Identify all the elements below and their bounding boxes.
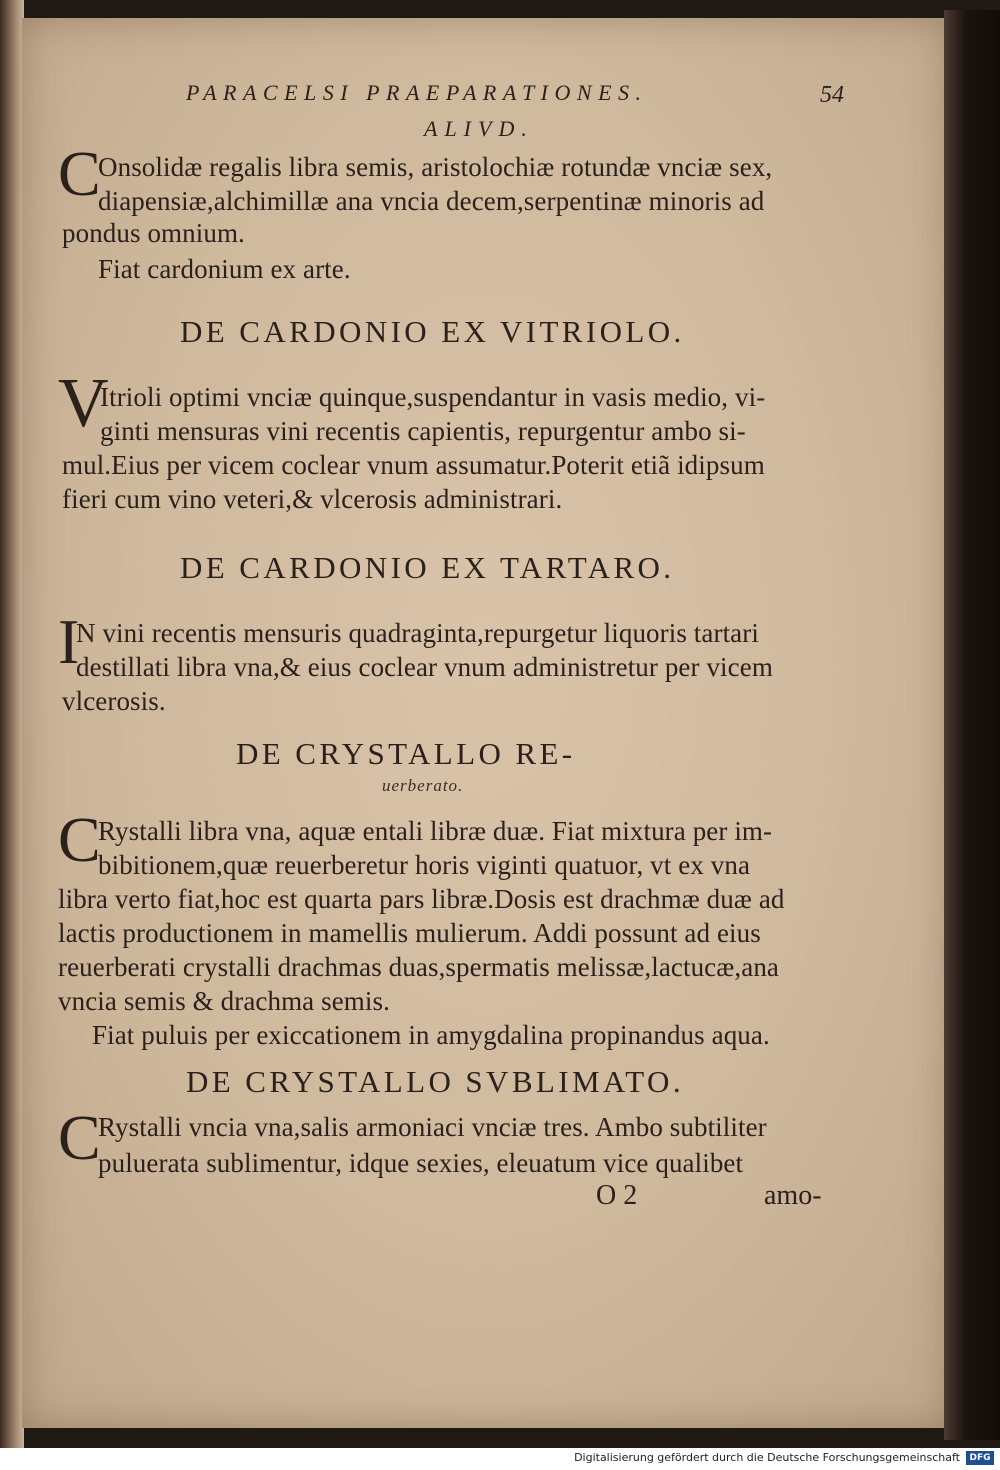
- funding-credit: Digitalisierung gefördert durch die Deutsche Forschungsgemeinschaft: [574, 1451, 960, 1464]
- section3-line-5: reuerberati crystalli drachmas duas,spermatis melissæ,lactucæ,ana: [58, 952, 779, 982]
- drop-cap-i: I: [58, 606, 80, 677]
- folio-number: 54: [820, 82, 844, 108]
- section2-line-2: destillati libra vna,& eius coclear vnum administretur per vicem: [76, 652, 773, 682]
- section4-line-2: puluerata sublimentur, idque sexies, eleuatum vice qualibet: [98, 1148, 744, 1178]
- section1-line-2: ginti mensuras vini recentis capientis, repurgentur ambo si-: [100, 416, 746, 446]
- para1-line-3: pondus omnium.: [62, 218, 245, 248]
- section3-line-4: lactis productionem in mamellis mulierum. Addi possunt ad eius: [58, 918, 761, 948]
- drop-cap-c-1: C: [58, 138, 101, 209]
- section1-heading: DE CARDONIO EX VITRIOLO.: [180, 314, 685, 349]
- section3-fiat: Fiat puluis per exiccationem in amygdalina propinandus aqua.: [92, 1020, 770, 1050]
- page-right-shadow: [944, 10, 1000, 1440]
- section2-line-1: N vini recentis mensuris quadraginta,repurgetur liquoris tartari: [76, 618, 759, 648]
- section2-heading: DE CARDONIO EX TARTARO.: [180, 550, 675, 585]
- section4-line-1: Rystalli vncia vna,salis armoniaci vnciæ tres. Ambo subtiliter: [98, 1112, 767, 1142]
- dfg-logo: DFG: [966, 1451, 994, 1465]
- drop-cap-c-3: C: [58, 1102, 101, 1173]
- section2-line-3: vlcerosis.: [62, 686, 166, 716]
- section4-heading: DE CRYSTALLO SVBLIMATO.: [186, 1064, 684, 1099]
- section3-line-3: libra verto fiat,hoc est quarta pars libræ.Dosis est drachmæ duæ ad: [58, 884, 785, 914]
- catchword: amo-: [764, 1180, 822, 1211]
- section3-line-6: vncia semis & drachma semis.: [58, 986, 390, 1016]
- section3-line-2: bibitionem,quæ reuerberetur horis viginti quatuor, vt ex vna: [98, 850, 751, 880]
- section1-line-3: mul.Eius per vicem coclear vnum assumatur.Poterit etiã idipsum: [62, 450, 765, 480]
- signature-mark: O 2: [596, 1180, 638, 1211]
- para1-line-1: Onsolidæ regalis libra semis, aristolochiæ rotundæ vnciæ sex,: [98, 152, 773, 182]
- para1-line-2: diapensiæ,alchimillæ ana vncia decem,serpentinæ minoris ad: [98, 186, 765, 216]
- page-left-edge: [0, 0, 24, 1448]
- section1-line-1: Itrioli optimi vnciæ quinque,suspendantur in vasis medio, vi-: [100, 382, 766, 412]
- drop-cap-v: V: [58, 365, 109, 442]
- section1-line-4: fieri cum vino veteri,& vlcerosis administrari.: [62, 484, 563, 514]
- section3-heading: DE CRYSTALLO RE-: [236, 736, 576, 771]
- section3-line-1: Rystalli libra vna, aquæ entali libræ duæ. Fiat mixtura per im-: [98, 816, 773, 846]
- drop-cap-c-2: C: [58, 804, 101, 875]
- footer-bar: [0, 1448, 1000, 1470]
- running-head: PARACELSI PRAEPARATIONES.: [186, 80, 648, 105]
- section3-subheading: uerberato.: [382, 776, 464, 795]
- para1-fiat: Fiat cardonium ex arte.: [98, 254, 351, 284]
- aliud-heading: ALIVD.: [424, 116, 534, 141]
